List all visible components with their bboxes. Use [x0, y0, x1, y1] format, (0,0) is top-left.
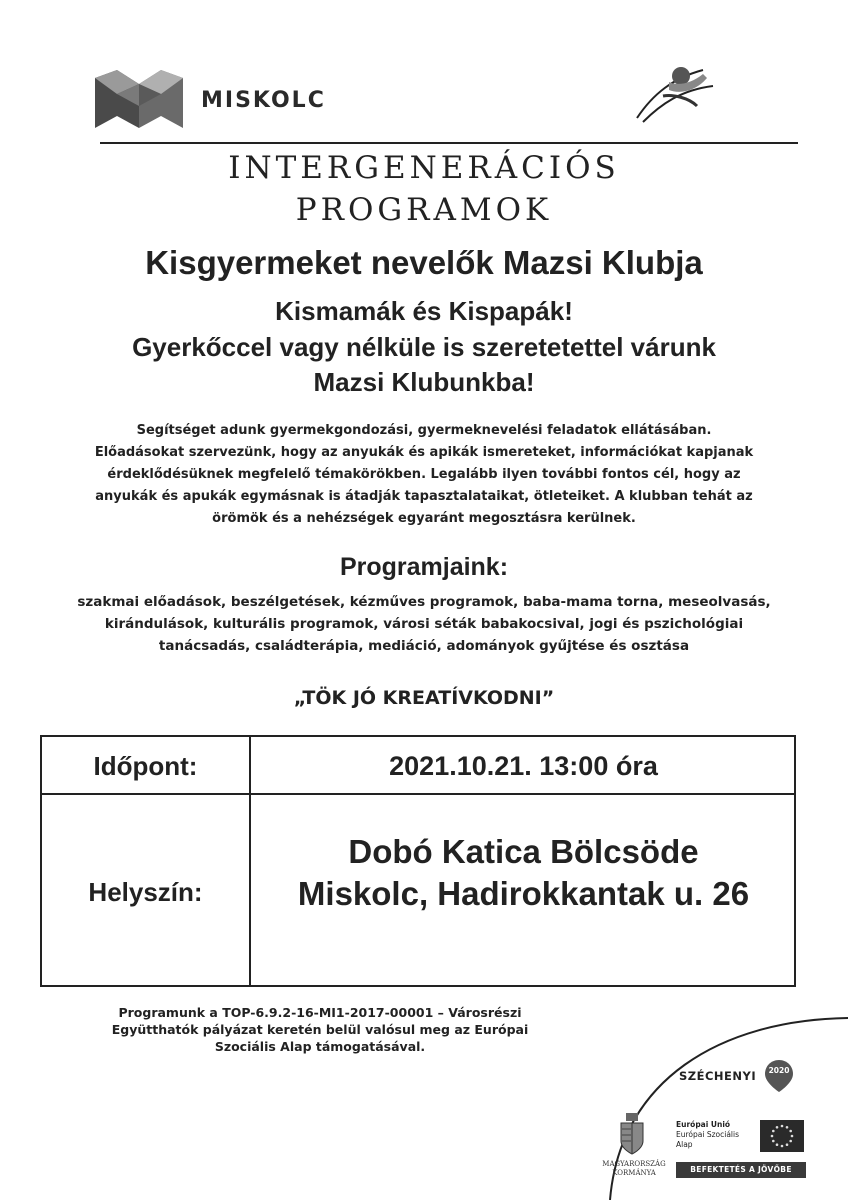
page-title-line1: INTERGENERÁCIÓS: [228, 150, 620, 186]
invitation-line1: Kismamák és Kispapák!: [275, 296, 573, 326]
description: [70, 420, 778, 530]
description-line: Előadásokat szervezünk, hogy az anyukák és apikák ismereteket, információkat kapjanak: [94, 445, 754, 460]
szechenyi-pin-icon: [764, 1059, 794, 1093]
place-value-line1: Dobó Katica Bölcsöde: [348, 833, 699, 870]
funding-note-line: Együtthatók pályázat keretén belül valósul meg az Európai: [111, 1022, 529, 1037]
programs-list: [40, 591, 808, 657]
government-label-line: MAGYARORSZÁG: [602, 1160, 666, 1168]
miskolc-logo-icon: [95, 70, 183, 128]
header: [95, 70, 805, 130]
description-line: érdeklődésüknek megfelelő témakörökben. Legalább ilyen további fontos cél, hogy az: [107, 467, 741, 482]
invitation-line3: Mazsi Klubunkba!: [313, 367, 535, 397]
eu-text-line: Alap: [676, 1140, 693, 1149]
event-info-table: [40, 735, 796, 987]
city-name: MISKOLC: [201, 88, 326, 113]
event-title: „TÖK JÓ KREATÍVKODNI”: [293, 687, 555, 709]
funding-note: [60, 1004, 580, 1055]
date-value: 2021.10.21. 13:00 óra: [389, 751, 658, 781]
coat-of-arms-icon: [618, 1113, 646, 1155]
description-line: örömök és a nehézségek egyaránt megosztásra kerülnek.: [212, 511, 636, 526]
government-label: [596, 1160, 672, 1178]
eu-text-line: Európai Unió: [676, 1120, 731, 1129]
szechenyi-label: SZÉCHENYI: [679, 1069, 757, 1083]
place-label: Helyszín:: [88, 877, 203, 907]
place-value-line2: Miskolc, Hadirokkantak u. 26: [297, 875, 750, 912]
programs-line: kirándulások, kulturális programok, városi séták babakocsival, jogi és pszichológiai: [104, 616, 744, 632]
eu-text: [676, 1120, 739, 1150]
header-divider: [100, 142, 798, 144]
programs-line: tanácsadás, családterápia, mediáció, adományok gyűjtése és osztása: [158, 638, 690, 654]
programs-heading: Programjaink:: [339, 553, 509, 581]
eu-flag-icon: [760, 1120, 804, 1152]
funding-note-line: Programunk a TOP-6.9.2-16-MI1-2017-00001 – Városrészi: [118, 1005, 522, 1020]
programs-line: szakmai előadások, beszélgetések, kézműves programok, baba-mama torna, meseolvasás,: [77, 594, 771, 610]
page-title-line2: PROGRAMOK: [295, 192, 553, 228]
mazsi-club-logo-icon: [633, 64, 715, 126]
invitation-line2: Gyerkőccel vagy nélküle is szeretetettel várunk: [132, 332, 716, 362]
invest-in-future-banner: BEFEKTETÉS A JÖVŐBE: [676, 1162, 806, 1178]
description-line: anyukák és apukák egymásnak is átadják tapasztalataikat, ötleteiket. A klubban tehát az: [95, 489, 753, 504]
government-label-line: KORMÁNYA: [612, 1169, 656, 1177]
funding-note-line: Szociális Alap támogatásával.: [214, 1039, 426, 1054]
table-divider-horizontal: [42, 793, 794, 795]
date-label: Időpont:: [93, 751, 198, 781]
eu-text-line: Európai Szociális: [676, 1130, 739, 1139]
club-subtitle: Kisgyermeket nevelők Mazsi Klubja: [145, 244, 703, 281]
szechenyi-year: 2020: [768, 1066, 790, 1075]
description-line: Segítséget adunk gyermekgondozási, gyermeknevelési feladatok ellátásában.: [136, 423, 712, 438]
eu-badge: [676, 1118, 806, 1156]
